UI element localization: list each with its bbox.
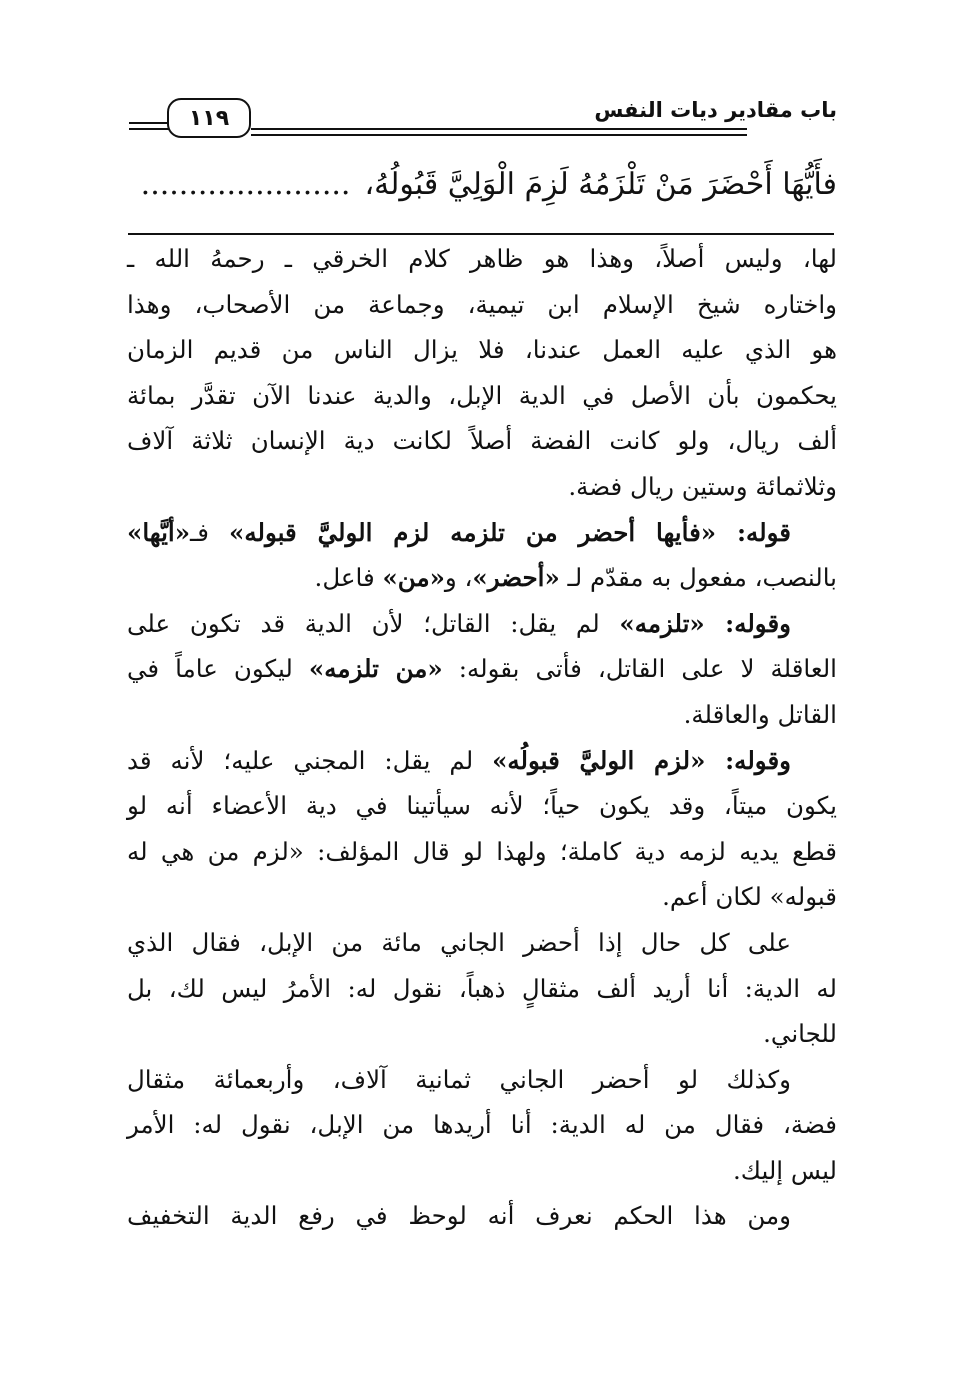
quoted-word: «أحضر» xyxy=(472,563,560,593)
header-rule-left-top xyxy=(129,122,169,124)
paragraph-3 xyxy=(127,601,837,738)
text-run: لم يقل: القاتل؛ لأن الدية قد تكون على xyxy=(127,608,620,638)
text-line: على كل حال إذا أحضر الجاني مائة من الإبل، فقال الذي xyxy=(127,927,791,957)
text-line xyxy=(127,646,837,692)
paragraph-5 xyxy=(127,920,837,1057)
text-run: ليكون عاماً في xyxy=(127,654,309,684)
text-line: يكون ميتاً، وقد يكون حياً؛ لأنه سيأتينا في دية الأعضاء أنه لو xyxy=(127,791,837,821)
text-line: وكذلك لو أحضر الجاني ثمانية آلاف، وأربعمائة مثقال xyxy=(127,1064,791,1094)
text-line: هو الذي عليه العمل عندنا، فلا يزال الناس من قديم الزمان xyxy=(127,335,837,365)
text-line: ومن هذا الحكم نعرف أنه لوحظ في رفع الدية التخفيف xyxy=(127,1201,791,1231)
paragraph-4 xyxy=(127,738,837,920)
matn-line xyxy=(125,150,837,220)
paragraph-7 xyxy=(127,1193,837,1239)
page-number: ١١٩ xyxy=(167,98,251,138)
text-line: فضة، فقال من له الدية: أنا أريدها من الإبل، نقول له: الأمر xyxy=(127,1110,837,1140)
text-line xyxy=(127,738,837,784)
matn-text: فأَيُّهَا أَحْضَرَ مَنْ تَلْزَمُهُ لَزِمَ الْوَلِيَّ قَبُولُهُ، xyxy=(364,167,837,202)
quoted-phrase: «من تلزمه» xyxy=(308,654,443,684)
matn-dots: ...................... xyxy=(140,167,351,202)
paragraph-6 xyxy=(127,1057,837,1194)
text-line xyxy=(127,555,837,601)
quoted-phrase: وقوله: «تلزمه» xyxy=(619,608,791,638)
separator-rule xyxy=(128,233,834,235)
text-line: القاتل والعاقلة. xyxy=(683,699,837,729)
text-line: للجاني. xyxy=(763,1019,837,1049)
page-header xyxy=(125,94,837,150)
text-run: فاعل. xyxy=(314,563,383,593)
commentary-body xyxy=(127,236,837,1239)
text-run: لم يقل: المجني عليه؛ لأنه قد xyxy=(127,745,493,775)
text-run: فـ xyxy=(190,517,230,547)
text-line: يحكمون بأن الأصل في الدية الإبل، والدية عندنا الآن تقدَّر بمائة xyxy=(127,380,837,410)
text-line xyxy=(127,601,837,647)
text-run: ، و xyxy=(444,563,473,593)
quoted-word: «من» xyxy=(382,563,445,593)
paragraph-1 xyxy=(127,236,837,510)
text-run: العاقلة لا على القاتل، فأتى بقوله: xyxy=(442,654,837,684)
quoted-phrase: وقوله: «لزم الوليَّ قبولُه» xyxy=(492,745,791,775)
text-line: واختاره شيخ الإسلام ابن تيمية، وجماعة من الأصحاب، وهذا xyxy=(127,289,837,319)
chapter-title: باب مقادير ديات النفس xyxy=(594,98,837,122)
text-run: بالنصب، مفعول به مقدّم لـ xyxy=(559,563,837,593)
text-line: له الدية: أنا أريد ألف مثقالٍ ذهباً، نقول له: الأمرُ ليس لك، بل xyxy=(127,973,837,1003)
text-line: قطع يديه لزمه دية كاملة؛ ولهذا لو قال المؤلف: «لزم من هي له xyxy=(127,836,837,866)
quoted-word: «أيَّها» xyxy=(127,517,191,547)
header-rule-right-bottom xyxy=(251,134,747,136)
text-line: وثلاثمائة وستين ريال فضة. xyxy=(568,471,837,501)
paragraph-2 xyxy=(127,510,837,601)
header-rule-right-top xyxy=(251,128,747,130)
text-line: ألف ريال، ولو كانت الفضة أصلاً لكانت دية الإنسان ثلاثة آلاف xyxy=(127,426,837,456)
header-rule-left-bottom xyxy=(129,128,169,130)
text-line: قبوله» لكان أعم. xyxy=(662,882,837,912)
text-line xyxy=(127,510,837,556)
text-line: ليس إليك. xyxy=(733,1155,837,1185)
text-line: لها، وليس أصلاً، وهذا هو ظاهر كلام الخرقي ـ رحمهُ الله ـ xyxy=(127,244,837,273)
quoted-phrase: قوله: «فأيها أحضر من تلزمه لزم الوليَّ قبوله» xyxy=(229,517,791,547)
